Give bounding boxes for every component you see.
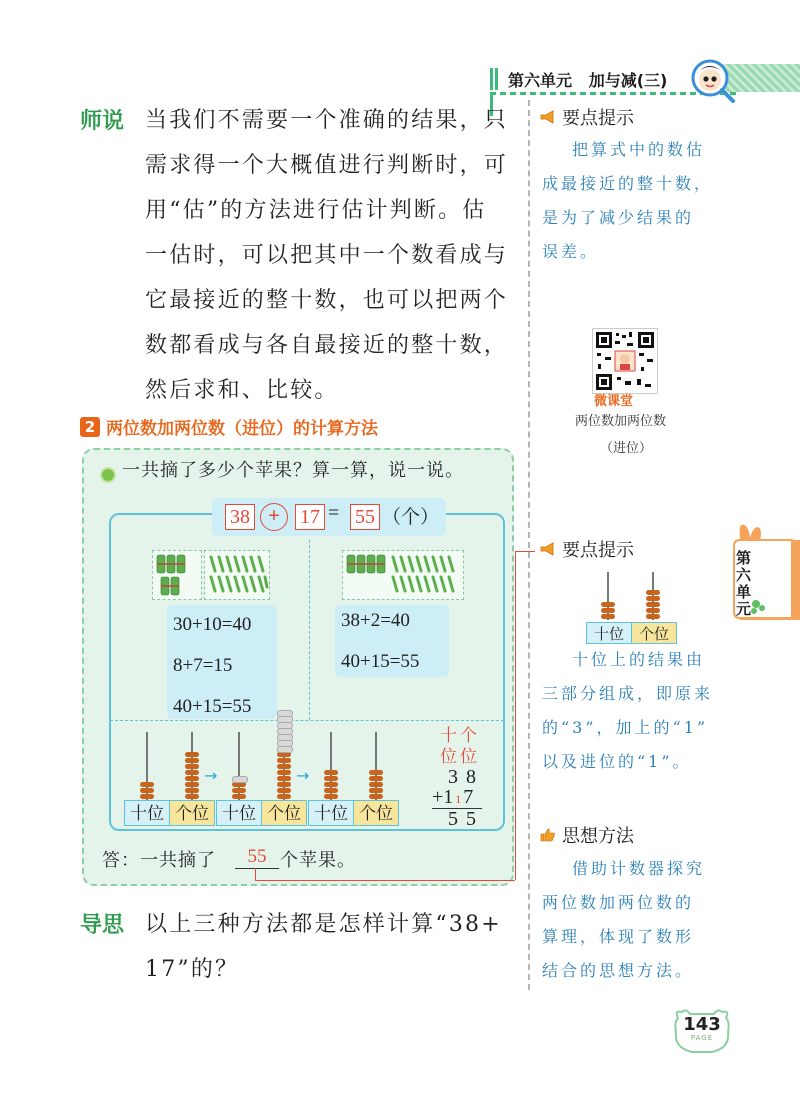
method-text <box>542 852 727 988</box>
vertical-separator <box>309 540 310 720</box>
shishuo-line: 用“估”的方法进行估计判断。估 <box>145 198 487 223</box>
answer-value: 55 <box>235 846 279 869</box>
connector-line <box>255 880 515 881</box>
unit-tab-label: 第六单元 <box>736 549 752 618</box>
abacus-bead <box>277 728 293 735</box>
abacus-bead <box>185 752 199 757</box>
abacus-bead <box>232 788 246 793</box>
unit-label: 第六单元 <box>508 71 573 90</box>
abacus-bead <box>185 770 199 775</box>
shishuo-line: 数都看成与各自最接近的整十数， <box>145 333 509 358</box>
daosi-line: 17”的？ <box>145 957 240 982</box>
bullet-icon <box>100 467 116 483</box>
tip2-line: 以及进位的“1”。 <box>542 752 692 771</box>
method-line: 算理，体现了数形 <box>542 927 695 946</box>
abacus-bead <box>232 794 246 799</box>
abacus-bead <box>277 734 293 741</box>
megaphone-icon <box>540 542 556 556</box>
vertical-header: 十个 <box>440 726 480 746</box>
method-title: 思想方法 <box>562 826 634 847</box>
place-tens-1: 十位 <box>124 800 170 826</box>
side-place-ones: 个位 <box>631 622 677 644</box>
abacus-bead <box>369 782 383 787</box>
carry-mark: 1 <box>455 792 462 806</box>
abacus-bead <box>646 590 660 595</box>
side-place-tens: 十位 <box>586 622 632 644</box>
column-divider <box>528 100 530 990</box>
connector-line <box>255 868 256 880</box>
horizontal-separator <box>110 720 504 721</box>
method-line: 两位数加两位数的 <box>542 893 695 912</box>
qr-code[interactable] <box>592 328 658 394</box>
connector-line <box>515 551 516 880</box>
abacus-bead <box>369 770 383 775</box>
daosi-paragraph <box>145 902 515 992</box>
equals-sign: = <box>328 502 340 524</box>
abacus-bead <box>277 794 291 799</box>
abacus-bead <box>232 776 248 783</box>
topic-label: 加与减(三) <box>588 71 668 90</box>
abacus-bead <box>601 614 615 619</box>
place-tens-3: 十位 <box>308 800 354 826</box>
abacus-bead <box>601 608 615 613</box>
vertical-row-1: 38 <box>448 766 484 788</box>
tip1-line: 把算式中的数估 <box>572 140 706 159</box>
daosi-label: 导思 <box>80 913 125 938</box>
abacus-bead <box>324 776 338 781</box>
left-calc-line: 8+7=15 <box>173 655 233 676</box>
abacus-bead <box>277 776 291 781</box>
section-title: 两位数加两位数（进位）的计算方法 <box>106 419 378 439</box>
abacus-bead <box>646 608 660 613</box>
shishuo-line: 然后求和、比较。 <box>145 378 339 403</box>
vertical-sum: 55 <box>448 808 484 830</box>
page-number: 143 <box>683 1014 721 1035</box>
method-line: 借助计数器探究 <box>572 859 706 878</box>
left-calc-line: 40+15=55 <box>173 696 252 717</box>
page-label: PAGE <box>690 1034 714 1042</box>
daosi-line: 以上三种方法都是怎样计算“38+ <box>145 912 502 937</box>
question-text: 一共摘了多少个苹果？算一算，说一说。 <box>122 460 464 481</box>
tip2-title: 要点提示 <box>562 540 634 561</box>
mascot-magnifier-icon <box>690 58 736 104</box>
abacus-bead <box>646 614 660 619</box>
ten-bundles-image <box>152 550 202 600</box>
abacus-bead <box>140 782 154 787</box>
abacus-bead <box>646 596 660 601</box>
shishuo-line: 一估时，可以把其中一个数看成与 <box>145 243 509 268</box>
regrouped-sticks-image <box>342 550 464 600</box>
abacus-bead <box>185 794 199 799</box>
vertical-plus: + <box>432 786 444 808</box>
abacus-bead <box>277 764 291 769</box>
tip1-title: 要点提示 <box>562 108 634 129</box>
abacus-bead <box>601 602 615 607</box>
tip1-text <box>542 133 727 269</box>
abacus-bead <box>277 758 291 763</box>
method-line: 结合的思想方法。 <box>542 961 695 980</box>
shishuo-line: 需求得一个大概值进行判断时，可 <box>145 153 509 178</box>
abacus-bead <box>369 788 383 793</box>
header-stripes <box>490 68 504 90</box>
place-tens-2: 十位 <box>216 800 262 826</box>
connector-line <box>515 551 535 552</box>
left-calc-line: 30+10=40 <box>173 614 252 635</box>
tip2-line: 十位上的结果由 <box>572 650 706 669</box>
abacus-bead <box>369 776 383 781</box>
section-number: 2 <box>80 417 100 437</box>
shishuo-label: 师说 <box>80 109 125 134</box>
abacus-bead <box>277 716 293 723</box>
abacus-bead <box>277 770 291 775</box>
abacus-bead <box>324 770 338 775</box>
abacus-bead <box>369 794 383 799</box>
right-calc-line: 40+15=55 <box>341 651 420 672</box>
single-sticks-image <box>204 550 270 600</box>
qr-caption: （进位） <box>600 441 653 456</box>
abacus-bead <box>324 788 338 793</box>
operator-plus: + <box>260 503 288 531</box>
shishuo-paragraph <box>145 98 515 413</box>
abacus-bead <box>277 788 291 793</box>
equation-unit: （个） <box>382 506 440 528</box>
megaphone-icon <box>540 110 556 124</box>
addend-a: 38 <box>225 504 255 530</box>
abacus-bead <box>140 794 154 799</box>
abacus-bead <box>277 782 291 787</box>
abacus-bead <box>324 782 338 787</box>
abacus-bead <box>277 710 293 717</box>
abacus-bead <box>277 740 293 747</box>
addend-b: 17 <box>295 504 325 530</box>
tip1-line: 误差。 <box>542 242 600 261</box>
right-calc-line: 38+2=40 <box>341 610 410 631</box>
place-ones-2: 个位 <box>261 800 307 826</box>
micro-class-label: 微课堂 <box>594 394 634 409</box>
tip1-line: 成最接近的整十数， <box>542 174 714 193</box>
equation-result: 55 <box>350 504 380 530</box>
header-title <box>508 68 667 91</box>
thumbs-up-icon <box>540 828 556 842</box>
vertical-row-2 <box>432 786 473 809</box>
abacus-bead <box>185 758 199 763</box>
section-heading <box>80 414 378 439</box>
arrow-right-icon: → <box>204 766 218 785</box>
shishuo-line: 它最接近的整十数，也可以把两个 <box>145 288 509 313</box>
place-ones-1: 个位 <box>169 800 215 826</box>
abacus-bead <box>185 782 199 787</box>
abacus-bead <box>324 794 338 799</box>
tip2-line: 三部分组成，即原来 <box>542 684 714 703</box>
place-ones-3: 个位 <box>353 800 399 826</box>
arrow-right-icon: → <box>296 766 310 785</box>
abacus-bead <box>185 776 199 781</box>
abacus-bead <box>277 746 293 753</box>
vertical-tens: 1 <box>443 786 454 808</box>
abacus-bead <box>646 602 660 607</box>
vertical-ones: 7 <box>463 786 474 808</box>
abacus-bead <box>277 722 293 729</box>
answer-suffix: 个苹果。 <box>280 850 356 871</box>
abacus-bead <box>185 788 199 793</box>
qr-caption: 两位数加两位数 <box>575 414 667 429</box>
tip1-line: 是为了减少结果的 <box>542 208 695 227</box>
vertical-header: 位位 <box>440 747 480 767</box>
tip2-line: 的“3”，加上的“1” <box>542 718 709 737</box>
answer-prefix: 答：一共摘了 <box>102 850 216 871</box>
tip2-text <box>542 643 727 779</box>
abacus-bead <box>185 764 199 769</box>
shishuo-line: 当我们不需要一个准确的结果，只 <box>145 108 509 133</box>
abacus-bead <box>140 788 154 793</box>
